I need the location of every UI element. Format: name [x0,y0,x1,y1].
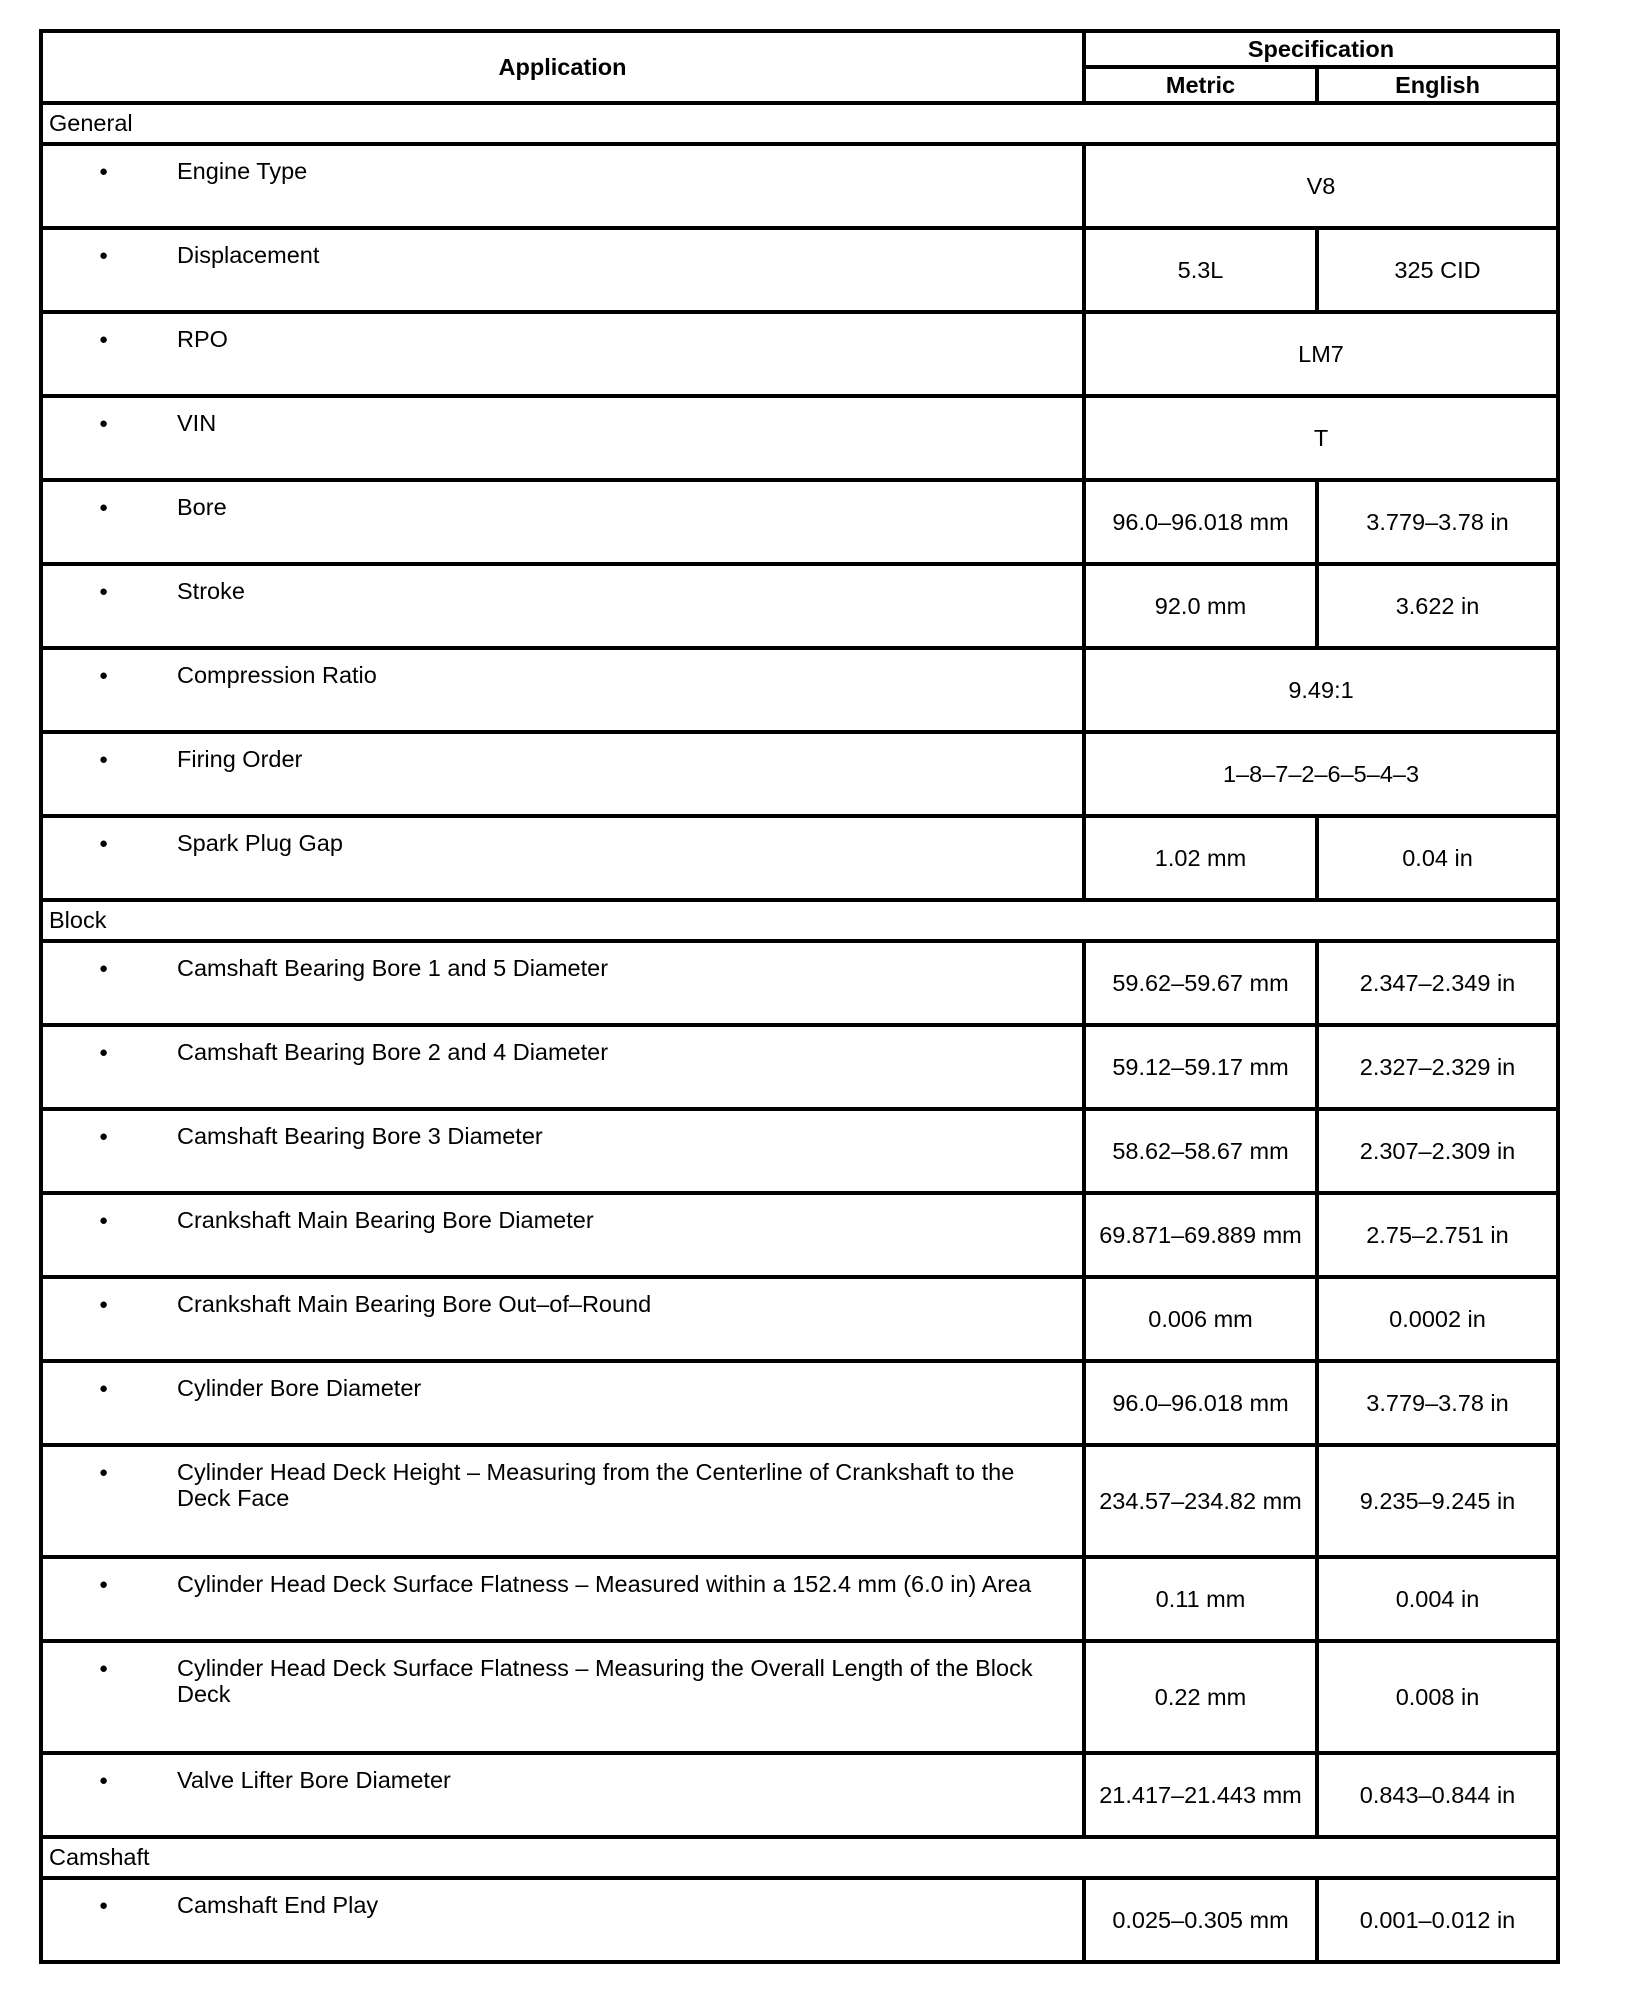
spec-value-merged: 1–8–7–2–6–5–4–3 [1084,732,1558,816]
table-row [41,1445,1558,1557]
application-label: Spark Plug Gap [177,830,343,856]
application-label: Camshaft Bearing Bore 2 and 4 Diameter [177,1039,609,1065]
application-label: Cylinder Head Deck Height – Measuring from the Centerline of Crankshaft to the Deck Face [177,1459,1015,1512]
bullet-icon [43,1892,177,1918]
table-row [41,732,1558,816]
table-row [41,396,1558,480]
bullet-icon [43,158,177,184]
table-row [41,1361,1558,1445]
table-row [41,1878,1558,1962]
english-header: English [1317,67,1558,103]
english-value: 2.307–2.309 in [1317,1109,1558,1193]
metric-header: Metric [1084,67,1317,103]
table-row [41,312,1558,396]
english-value: 3.779–3.78 in [1317,480,1558,564]
application-label: Camshaft Bearing Bore 1 and 5 Diameter [177,955,609,981]
english-value: 3.779–3.78 in [1317,1361,1558,1445]
metric-value: 96.0–96.018 mm [1084,1361,1317,1445]
table-row [41,564,1558,648]
metric-value: 0.025–0.305 mm [1084,1878,1317,1962]
table-row [41,1193,1558,1277]
bullet-icon [43,1207,177,1233]
metric-value: 96.0–96.018 mm [1084,480,1317,564]
metric-value: 234.57–234.82 mm [1084,1445,1317,1557]
application-header: Application [41,31,1084,103]
bullet-icon [43,494,177,520]
application-cell [41,1557,1084,1641]
bullet-icon [43,410,177,436]
table-row [41,816,1558,900]
application-label: Bore [177,494,227,520]
table-row [41,941,1558,1025]
application-label: Cylinder Head Deck Surface Flatness – Measuring the Overall Length of the Block Deck [177,1655,1033,1708]
application-cell [41,1193,1084,1277]
application-cell [41,1641,1084,1753]
bullet-icon [43,1291,177,1317]
english-value: 0.04 in [1317,816,1558,900]
english-value: 0.0002 in [1317,1277,1558,1361]
application-label: Camshaft End Play [177,1892,379,1918]
application-label: Crankshaft Main Bearing Bore Diameter [177,1207,594,1233]
application-label: Crankshaft Main Bearing Bore Out–of–Round [177,1291,652,1317]
table-row [41,228,1558,312]
english-value: 0.843–0.844 in [1317,1753,1558,1837]
application-label: Valve Lifter Bore Diameter [177,1767,451,1793]
bullet-icon [43,1123,177,1149]
metric-value: 0.006 mm [1084,1277,1317,1361]
application-cell [41,1753,1084,1837]
application-cell [41,564,1084,648]
table-row [41,1025,1558,1109]
application-label: VIN [177,410,217,436]
bullet-icon [43,326,177,352]
table-row [41,144,1558,228]
section-row [41,1837,1558,1878]
application-cell [41,228,1084,312]
section-row [41,900,1558,941]
metric-value: 59.12–59.17 mm [1084,1025,1317,1109]
application-label: Compression Ratio [177,662,377,688]
spec-value-merged: 9.49:1 [1084,648,1558,732]
metric-value: 58.62–58.67 mm [1084,1109,1317,1193]
application-cell [41,144,1084,228]
application-cell [41,1277,1084,1361]
english-value: 2.327–2.329 in [1317,1025,1558,1109]
application-label: Stroke [177,578,245,604]
bullet-icon [43,955,177,981]
application-cell [41,816,1084,900]
metric-value: 0.22 mm [1084,1641,1317,1753]
english-value: 2.347–2.349 in [1317,941,1558,1025]
application-cell [41,480,1084,564]
english-value: 0.001–0.012 in [1317,1878,1558,1962]
metric-value: 59.62–59.67 mm [1084,941,1317,1025]
bullet-icon [43,830,177,856]
application-label: Firing Order [177,746,303,772]
table-body [41,103,1558,1962]
application-label: RPO [177,326,228,352]
application-cell [41,1878,1084,1962]
application-cell [41,1109,1084,1193]
application-cell [41,396,1084,480]
application-cell [41,312,1084,396]
english-value: 9.235–9.245 in [1317,1445,1558,1557]
bullet-icon [43,746,177,772]
bullet-icon [43,1655,177,1681]
table-row [41,480,1558,564]
application-label: Engine Type [177,158,308,184]
bullet-icon [43,242,177,268]
application-label: Displacement [177,242,320,268]
table-row [41,648,1558,732]
application-label: Camshaft Bearing Bore 3 Diameter [177,1123,543,1149]
spec-value-merged: LM7 [1084,312,1558,396]
application-cell [41,1361,1084,1445]
bullet-icon [43,1459,177,1485]
metric-value: 92.0 mm [1084,564,1317,648]
application-label: Cylinder Head Deck Surface Flatness – Measured within a 152.4 mm (6.0 in) Area [177,1571,1032,1597]
english-value: 0.004 in [1317,1557,1558,1641]
application-cell [41,648,1084,732]
bullet-icon [43,662,177,688]
application-cell [41,941,1084,1025]
bullet-icon [43,1039,177,1065]
metric-value: 1.02 mm [1084,816,1317,900]
table-row [41,1557,1558,1641]
bullet-icon [43,1767,177,1793]
spec-value-merged: V8 [1084,144,1558,228]
bullet-icon [43,1375,177,1401]
table-row [41,1641,1558,1753]
bullet-icon [43,578,177,604]
specification-table [39,29,1560,1964]
english-value: 3.622 in [1317,564,1558,648]
spec-value-merged: T [1084,396,1558,480]
metric-value: 21.417–21.443 mm [1084,1753,1317,1837]
application-cell [41,732,1084,816]
table-row [41,1753,1558,1837]
table-row [41,1109,1558,1193]
section-row [41,103,1558,144]
english-value: 2.75–2.751 in [1317,1193,1558,1277]
section-title: Camshaft [41,1837,1558,1878]
application-cell [41,1025,1084,1109]
english-value: 0.008 in [1317,1641,1558,1753]
section-title: General [41,103,1558,144]
metric-value: 5.3L [1084,228,1317,312]
application-label: Cylinder Bore Diameter [177,1375,422,1401]
metric-value: 69.871–69.889 mm [1084,1193,1317,1277]
bullet-icon [43,1571,177,1597]
english-value: 325 CID [1317,228,1558,312]
application-cell [41,1445,1084,1557]
specification-header: Specification [1084,31,1558,67]
table-row [41,1277,1558,1361]
metric-value: 0.11 mm [1084,1557,1317,1641]
section-title: Block [41,900,1558,941]
